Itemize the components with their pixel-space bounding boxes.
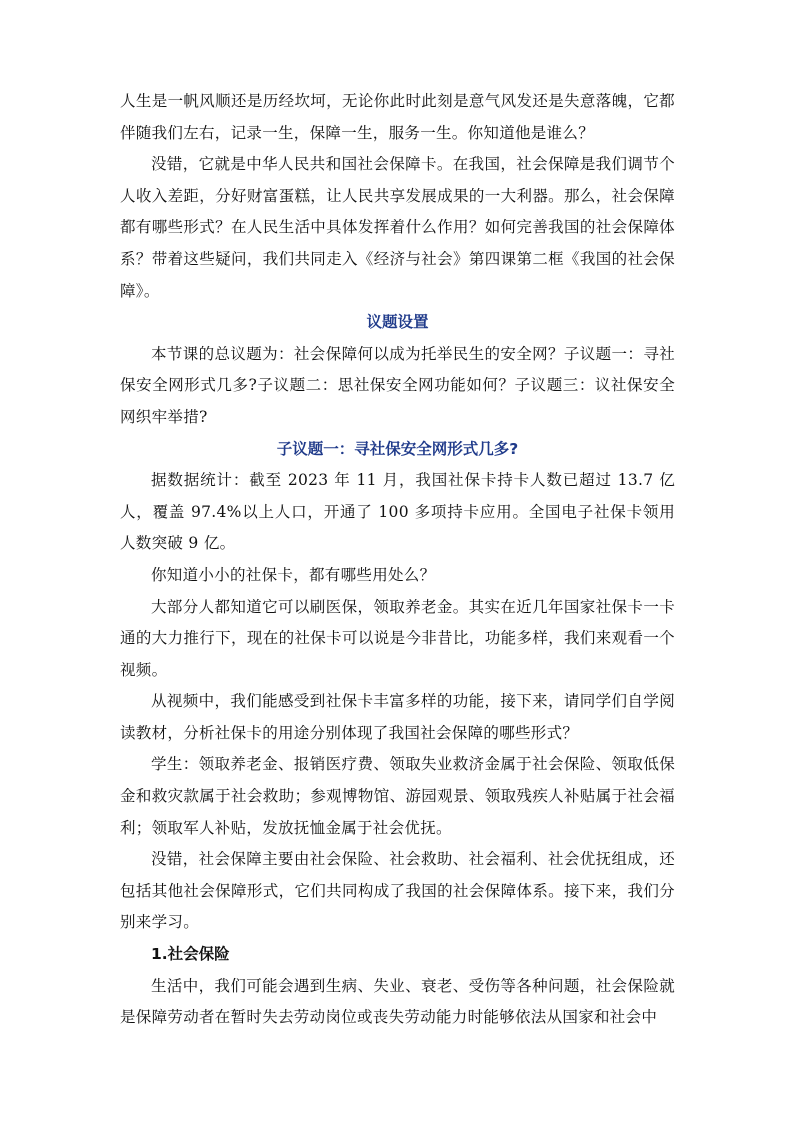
social-insurance-paragraph: 生活中，我们可能会遇到生病、失业、衰老、受伤等各种问题，社会保险就是保障劳动者在暂时失去劳动岗位或丧失劳动能力时能够依法从国家和社会中 bbox=[120, 976, 675, 1027]
social-insurance-subheading: 1.社会保险 bbox=[151, 945, 230, 964]
topic-overview-paragraph: 本节课的总议题为：社会保障何以成为托举民生的安全网？子议题一：寻社保安全网形式几多?子议题二：思社保安全网功能如何？子议题三：议社保安全网织牢举措? bbox=[120, 344, 675, 426]
sub-topic-1-heading: 子议题一：寻社保安全网形式几多? bbox=[276, 439, 519, 458]
question-paragraph: 你知道小小的社保卡，都有哪些用处么？ bbox=[151, 565, 436, 584]
statistics-paragraph: 据数据统计：截至 2023 年 11 月，我国社保卡持卡人数已超过 13.7 亿人，覆盖 97.4%以上人口，开通了 100 多项持卡应用。全国电子社保卡领用人数突破 9 亿。 bbox=[120, 471, 675, 553]
social-security-card-paragraph: 没错，它就是中华人民共和国社会保障卡。在我国，社会保障是我们调节个人收入差距，分好财富蛋糕，让人民共享发展成果的一大利器。那么，社会保障都有哪些形式？在人民生活中具体发挥着什么作用？如何完善我国的社会保障体系？带着这些疑问，我们共同走入《经济与社会》第四课第二框《我国的社会保障》。 bbox=[120, 155, 675, 300]
topic-setting-heading: 议题设置 bbox=[366, 313, 429, 332]
textbook-task-paragraph: 从视频中，我们能感受到社保卡丰富多样的功能，接下来，请同学们自学阅读教材，分析社保卡的用途分别体现了我国社会保障的哪些形式？ bbox=[120, 692, 675, 742]
summary-paragraph: 没错，社会保障主要由社会保险、社会救助、社会福利、社会优抚组成，还包括其他社会保障形式，它们共同构成了我国的社会保障体系。接下来，我们分别来学习。 bbox=[120, 850, 675, 932]
video-intro-paragraph: 大部分人都知道它可以刷医保，领取养老金。其实在近几年国家社保卡一卡通的大力推行下，现在的社保卡可以说是今非昔比，功能多样，我们来观看一个视频。 bbox=[120, 597, 675, 679]
document-page bbox=[120, 86, 675, 1034]
student-answer-paragraph: 学生：领取养老金、报销医疗费、领取失业救济金属于社会保险、领取低保金和救灾款属于社会救助；参观博物馆、游园观景、领取残疾人补贴属于社会福利；领取军人补贴，发放抚恤金属于社会优抚。 bbox=[120, 755, 675, 837]
intro-paragraph: 人生是一帆风顺还是历经坎坷，无论你此时此刻是意气风发还是失意落魄，它都伴随我们左右，记录一生，保障一生，服务一生。你知道他是谁么？ bbox=[120, 92, 675, 142]
